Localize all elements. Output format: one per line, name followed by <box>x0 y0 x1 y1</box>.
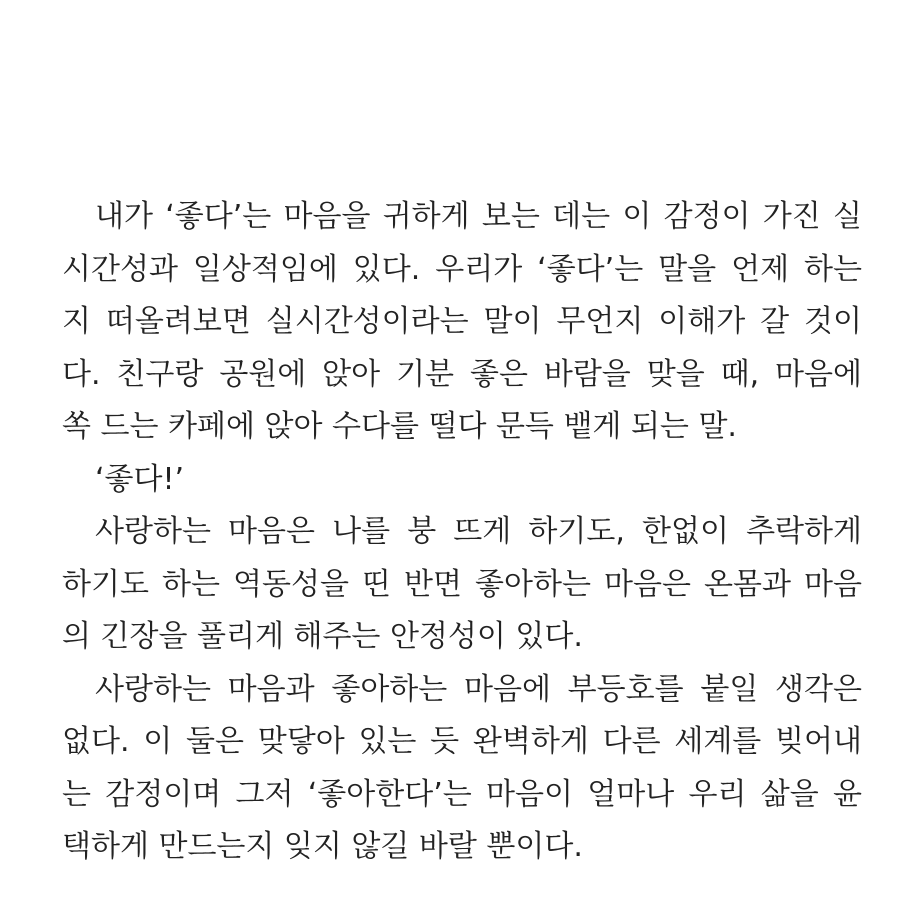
text-line: 쏙 드는 카페에 앉아 수다를 떨다 문득 뱉게 되는 말. <box>62 409 737 444</box>
text-line: 없다. 이 둘은 맞닿아 있는 듯 완벽하게 다른 세계를 빚어내 <box>62 724 862 759</box>
text-line: 는 감정이며 그저 ‘좋아한다’는 마음이 얼마나 우리 삶을 윤 <box>62 776 862 812</box>
text-line: 지 떠올려보면 실시간성이라는 말이 무언지 이해가 갈 것이 <box>62 304 862 339</box>
text-line: 사랑하는 마음은 나를 붕 뜨게 하기도, 한없이 추락하게 <box>95 514 862 549</box>
essay-text <box>62 191 862 874</box>
text-line: ‘좋다!’ <box>95 461 185 497</box>
text-line: 사랑하는 마음과 좋아하는 마음에 부등호를 붙일 생각은 <box>95 671 862 707</box>
text-line: 의 긴장을 풀리게 해주는 안정성이 있다. <box>62 619 583 654</box>
text-line: 하기도 하는 역동성을 띤 반면 좋아하는 마음은 온몸과 마음 <box>62 566 862 602</box>
text-line: 내가 ‘좋다’는 마음을 귀하게 보는 데는 이 감정이 가진 실 <box>95 199 862 234</box>
text-line: 시간성과 일상적임에 있다. 우리가 ‘좋다’는 말을 언제 하는 <box>62 251 862 287</box>
text-line: 택하게 만드는지 잊지 않길 바랄 뿐이다. <box>62 829 583 864</box>
text-line: 다. 친구랑 공원에 앉아 기분 좋은 바람을 맞을 때, 마음에 <box>62 356 862 392</box>
